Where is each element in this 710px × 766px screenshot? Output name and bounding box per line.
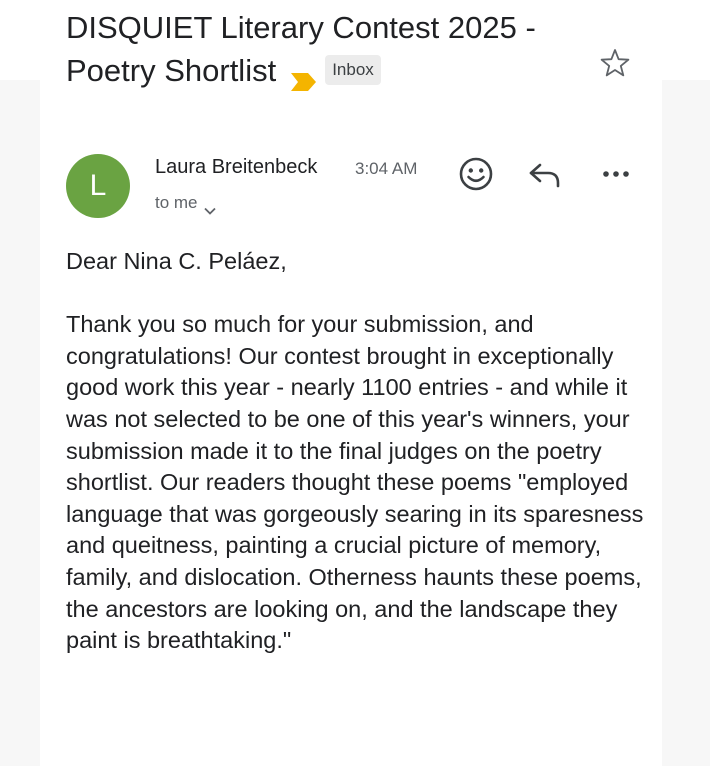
emoji-reaction-icon (458, 156, 494, 192)
star-icon[interactable] (599, 47, 631, 79)
sender-avatar[interactable]: L (66, 154, 130, 218)
subject-text: DISQUIET Literary Contest 2025 - Poetry Shortlist (66, 10, 536, 88)
chevron-down-icon (204, 200, 216, 208)
recipient-text: to me (155, 193, 198, 212)
more-options-icon (599, 164, 633, 184)
importance-marker-icon[interactable] (290, 60, 317, 80)
reply-button[interactable] (527, 160, 563, 190)
recipient-details-toggle[interactable] (155, 193, 216, 213)
more-options-button[interactable] (599, 164, 633, 184)
email-paragraph: Thank you so much for your submission, and congratulations! Our contest brought in exceptionally good work this year - nearly 1100 entries - and while it was not selected to be one of this year's winners, your submission made it to the final judges on the poetry shortlist. Our readers thought these poems "employed language that was gorgeously searing in its sparesness and queitness, painting a crucial picture of memory, family, and dislocation. Otherness haunts these poems, the ancestors are looking on, and the landscape they paint is breathtaking." (66, 311, 644, 654)
email-greeting: Dear Nina C. Peláez, (66, 248, 287, 274)
emoji-reaction-button[interactable] (458, 156, 494, 192)
email-subject (66, 6, 586, 92)
email-time: 3:04 AM (355, 159, 418, 178)
reply-icon (527, 160, 563, 190)
email-body (66, 246, 646, 657)
sender-name[interactable]: Laura Breitenbeck (155, 156, 318, 178)
inbox-label[interactable]: Inbox (325, 55, 381, 85)
